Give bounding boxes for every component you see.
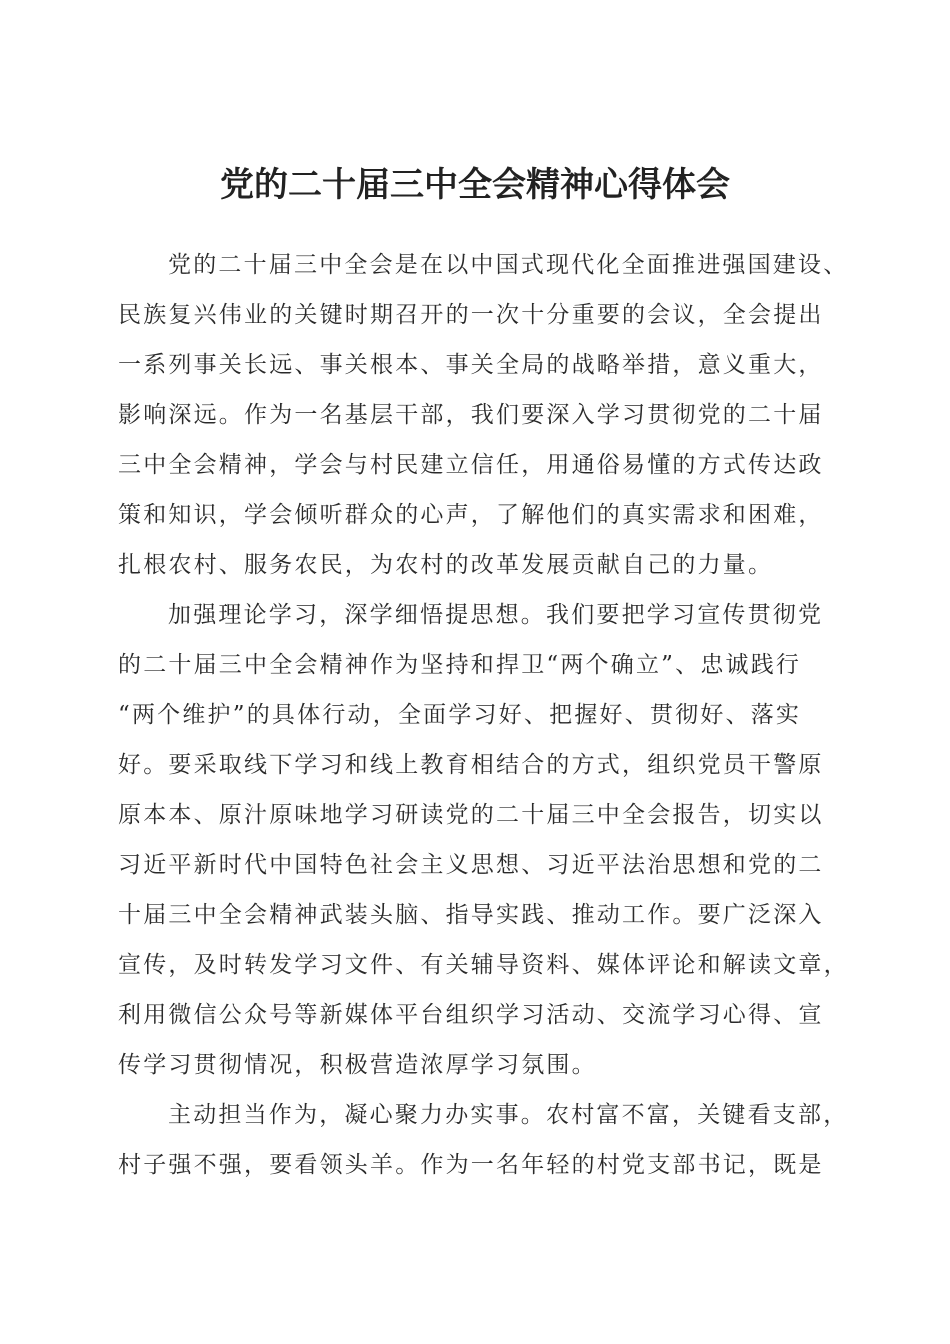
body-line: 好。要采取线下学习和线上教育相结合的方式，组织党员干警原 (118, 752, 824, 778)
body-line: 一系列事关长远、事关根本、事关全局的战略举措，意义重大， (118, 352, 824, 378)
body-line: 习近平新时代中国特色社会主义思想、习近平法治思想和党的二 (118, 852, 824, 878)
body-line: 十届三中全会精神武装头脑、指导实践、推动工作。要广泛深入 (118, 902, 824, 928)
body-line: 影响深远。作为一名基层干部，我们要深入学习贯彻党的二十届 (118, 402, 824, 428)
body-line: 三中全会精神，学会与村民建立信任，用通俗易懂的方式传达政 (118, 452, 824, 478)
body-line: “两个维护”的具体行动，全面学习好、把握好、贯彻好、落实 (118, 702, 802, 728)
body-line: 主动担当作为，凝心聚力办实事。农村富不富，关键看支部， (168, 1102, 849, 1128)
body-line: 传学习贯彻情况，积极营造浓厚学习氛围。 (118, 1052, 597, 1078)
body-line: 原本本、原汁原味地学习研读党的二十届三中全会报告，切实以 (118, 802, 824, 828)
document-title: 党的二十届三中全会精神心得体会 (220, 165, 730, 205)
document-body (118, 240, 849, 1190)
body-line: 党的二十届三中全会是在以中国式现代化全面推进强国建设、 (168, 252, 849, 278)
body-line: 加强理论学习，深学细悟提思想。我们要把学习宣传贯彻党 (168, 602, 824, 628)
body-line: 的二十届三中全会精神作为坚持和捍卫“两个确立”、忠诚践行 (118, 652, 802, 678)
body-line: 利用微信公众号等新媒体平台组织学习活动、交流学习心得、宣 (118, 1002, 824, 1028)
body-line: 村子强不强，要看领头羊。作为一名年轻的村党支部书记，既是 (118, 1152, 824, 1178)
body-line: 宣传，及时转发学习文件、有关辅导资料、媒体评论和解读文章， (118, 952, 849, 978)
body-line: 扎根农村、服务农民，为农村的改革发展贡献自己的力量。 (118, 552, 774, 578)
body-line: 民族复兴伟业的关键时期召开的一次十分重要的会议，全会提出 (118, 302, 824, 328)
body-line: 策和知识，学会倾听群众的心声，了解他们的真实需求和困难， (118, 502, 824, 528)
